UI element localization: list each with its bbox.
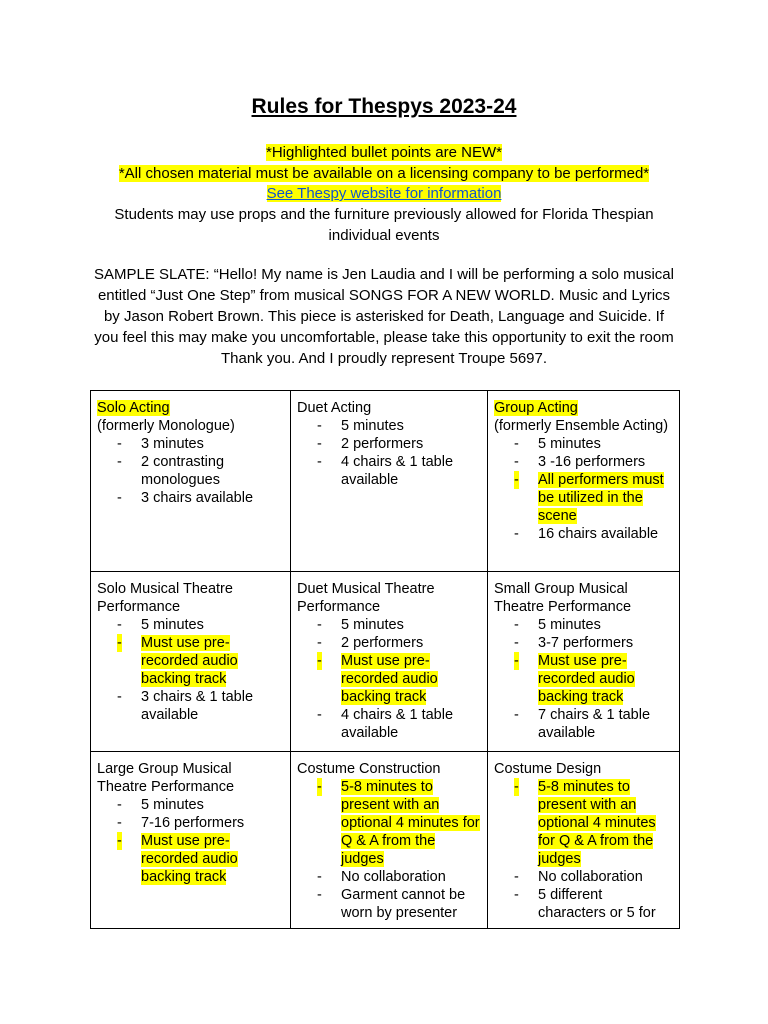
rule-list [297, 616, 481, 742]
dash-bullet: - [117, 689, 122, 705]
event-cell-group-acting [488, 391, 680, 572]
event-title-text: Costume Design [494, 761, 602, 777]
dash-bullet: - [514, 472, 519, 488]
rule-text: 5-8 minutes to present with an optional 4 minutes for Q & A from the judges [341, 779, 480, 867]
rule-text: 4 chairs & 1 table available [341, 454, 454, 488]
new-note: *Highlighted bullet points are NEW* [266, 144, 502, 161]
rule-list [297, 417, 481, 489]
slate-line: by Jason Robert Brown. This piece is asterisked for Death, Language and Suicide. If [103, 308, 665, 325]
event-title [494, 580, 673, 616]
dash-bullet: - [117, 635, 122, 651]
rule-item [297, 706, 481, 742]
dash-bullet: - [317, 869, 322, 885]
props-note-line1: Students may use props and the furniture previously allowed for Florida Thespian [114, 206, 654, 223]
rule-item [494, 616, 673, 634]
event-title-text: Duet Acting [297, 400, 372, 416]
rule-list [494, 435, 673, 543]
rule-text: 7 chairs & 1 table available [538, 707, 651, 741]
rule-item [297, 778, 481, 868]
dash-bullet: - [317, 617, 322, 633]
slate-line: SAMPLE SLATE: “Hello! My name is Jen Laudia and I will be performing a solo musical [94, 266, 674, 283]
rule-text: 5 different characters or 5 for [538, 887, 656, 921]
rule-item [494, 435, 673, 453]
rule-item [97, 453, 284, 489]
rule-list [97, 796, 284, 886]
rule-text: Must use pre-recorded audio backing track [141, 635, 238, 687]
event-title [97, 580, 284, 616]
rule-item [494, 525, 673, 543]
rule-item [494, 868, 673, 886]
dash-bullet: - [117, 797, 122, 813]
event-subtitle: (formerly Monologue) [97, 418, 235, 434]
rule-text: 5 minutes [538, 436, 601, 452]
rule-text: All performers must be utilized in the scene [538, 472, 664, 524]
rule-item [494, 453, 673, 471]
event-title [297, 760, 481, 778]
rule-item [494, 652, 673, 706]
event-title [97, 760, 284, 796]
rule-item [297, 652, 481, 706]
rule-item [297, 886, 481, 922]
rule-text: 4 chairs & 1 table available [341, 707, 454, 741]
thespy-website-link[interactable]: See Thespy website for information [266, 185, 502, 202]
rule-text: Garment cannot be worn by presenter [341, 887, 466, 921]
event-cell-solo-acting [91, 391, 291, 572]
table-row [91, 572, 680, 752]
table-row [91, 391, 680, 572]
rule-item [494, 706, 673, 742]
rule-item [97, 435, 284, 453]
dash-bullet: - [117, 617, 122, 633]
rule-text: 3-7 performers [538, 635, 634, 651]
rule-text: No collaboration [341, 869, 446, 885]
licensing-note: *All chosen material must be available on a licensing company to be performed* [118, 165, 650, 182]
licensing-note-line [0, 164, 768, 184]
rule-text: Must use pre-recorded audio backing track [141, 833, 238, 885]
dash-bullet: - [317, 454, 322, 470]
rule-item [494, 886, 673, 922]
rule-item [97, 796, 284, 814]
rule-item [97, 832, 284, 886]
page-title: Rules for Thespys 2023-24 [251, 95, 517, 118]
rule-item [97, 634, 284, 688]
dash-bullet: - [514, 653, 519, 669]
dash-bullet: - [117, 490, 122, 506]
dash-bullet: - [514, 526, 519, 542]
events-table [90, 390, 680, 929]
slate-line: entitled “Just One Step” from musical SONGS FOR A NEW WORLD. Music and Lyrics [97, 287, 671, 304]
dash-bullet: - [317, 418, 322, 434]
event-cell-costume-design [488, 752, 680, 929]
rule-item [297, 417, 481, 435]
rule-item [97, 489, 284, 507]
event-cell-costume-construction [291, 752, 488, 929]
rule-text: 5 minutes [538, 617, 601, 633]
event-subtitle: (formerly Ensemble Acting) [494, 418, 669, 434]
dash-bullet: - [117, 833, 122, 849]
rule-item [494, 634, 673, 652]
dash-bullet: - [514, 707, 519, 723]
rule-item [297, 634, 481, 652]
rule-item [97, 616, 284, 634]
dash-bullet: - [514, 436, 519, 452]
event-title-text: Small Group Musical Theatre Performance [494, 581, 632, 615]
rule-item [494, 778, 673, 868]
slate-line: Thank you. And I proudly represent Troupe 5697. [220, 350, 548, 367]
event-cell-solo-musical [91, 572, 291, 752]
rule-item [297, 453, 481, 489]
dash-bullet: - [117, 454, 122, 470]
rule-item [297, 616, 481, 634]
rule-text: 5-8 minutes to present with an optional 4 minutes for Q & A from the judges [538, 779, 656, 867]
new-note-line [0, 143, 768, 163]
dash-bullet: - [117, 815, 122, 831]
event-cell-duet-musical [291, 572, 488, 752]
event-title [297, 580, 481, 616]
event-cell-duet-acting [291, 391, 488, 572]
rule-text: Must use pre-recorded audio backing track [538, 653, 635, 705]
table-row [91, 752, 680, 929]
dash-bullet: - [514, 887, 519, 903]
rule-text: 2 performers [341, 635, 424, 651]
dash-bullet: - [514, 779, 519, 795]
rule-list [97, 435, 284, 507]
rule-list [97, 616, 284, 724]
dash-bullet: - [514, 869, 519, 885]
dash-bullet: - [117, 436, 122, 452]
rule-text: 16 chairs available [538, 526, 659, 542]
rule-list [494, 778, 673, 922]
event-title [494, 399, 673, 417]
props-note-line2: individual events [328, 227, 440, 244]
dash-bullet: - [317, 653, 322, 669]
event-title-text: Group Acting [494, 400, 578, 416]
event-cell-small-group-musical [488, 572, 680, 752]
rule-text: 2 performers [341, 436, 424, 452]
rule-text: 5 minutes [341, 418, 404, 434]
dash-bullet: - [317, 779, 322, 795]
event-title-text: Costume Construction [297, 761, 441, 777]
event-title [494, 760, 673, 778]
rule-item [97, 688, 284, 724]
event-title [297, 399, 481, 417]
rule-text: 5 minutes [341, 617, 404, 633]
rule-item [494, 471, 673, 525]
rule-text: 3 -16 performers [538, 454, 646, 470]
rule-item [297, 868, 481, 886]
rule-text: 3 chairs available [141, 490, 254, 506]
dash-bullet: - [514, 454, 519, 470]
dash-bullet: - [317, 707, 322, 723]
event-title-text: Large Group Musical Theatre Performance [97, 761, 235, 795]
dash-bullet: - [317, 635, 322, 651]
website-link-line [0, 184, 768, 204]
event-title-text: Solo Musical Theatre Performance [97, 581, 233, 615]
event-cell-large-group-musical [91, 752, 291, 929]
event-title-text: Duet Musical Theatre Performance [297, 581, 435, 615]
dash-bullet: - [514, 617, 519, 633]
dash-bullet: - [317, 887, 322, 903]
event-title-text: Solo Acting [97, 400, 170, 416]
event-title [97, 399, 284, 417]
rule-list [494, 616, 673, 742]
rule-text: 5 minutes [141, 617, 204, 633]
rule-item [97, 814, 284, 832]
dash-bullet: - [514, 635, 519, 651]
rule-text: 7-16 performers [141, 815, 245, 831]
rule-text: Must use pre-recorded audio backing track [341, 653, 438, 705]
slate-line: you feel this may make you uncomfortable, please take this opportunity to exit the room [94, 329, 674, 346]
rule-text: No collaboration [538, 869, 643, 885]
rule-text: 5 minutes [141, 797, 204, 813]
rule-item [297, 435, 481, 453]
rule-text: 2 contrasting monologues [141, 454, 225, 488]
rule-text: 3 minutes [141, 436, 204, 452]
dash-bullet: - [317, 436, 322, 452]
rule-text: 3 chairs & 1 table available [141, 689, 254, 723]
rule-list [297, 778, 481, 922]
sample-slate [88, 264, 680, 369]
